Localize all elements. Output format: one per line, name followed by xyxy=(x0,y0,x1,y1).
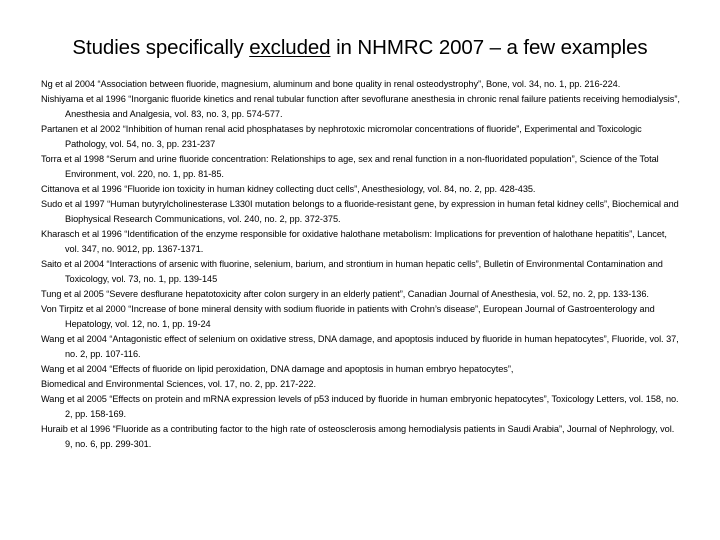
reference-item: Cittanova et al 1996 “Fluoride ion toxicity in human kidney collecting duct cells”, Anesthesiology, vol. 84, no. 2, pp. 428-435. xyxy=(41,184,536,194)
slide-title-emphasis: excluded xyxy=(249,36,331,59)
reference-item: Torra et al 1998 “Serum and urine fluoride concentration: Relationships to age, sex and renal function in a non-fluoridated population”, Science of the Total Environment, vol. 220, no. 1, pp. 81-85. xyxy=(41,154,659,179)
reference-item: Saito et al 2004 “Interactions of arsenic with fluorine, selenium, barium, and strontium in human hepatic cells”, Bulletin of Environmental Contamination and Toxicology, vol. 73, no. 1, pp. 139-145 xyxy=(41,259,663,284)
reference-item: Tung et al 2005 “Severe desflurane hepatotoxicity after colon surgery in an elderly patient”, Canadian Journal of Anesthesia, vol. 52, no. 2, pp. 133-136. xyxy=(41,289,649,299)
reference-item: Kharasch et al 1996 “Identification of the enzyme responsible for oxidative halothane metabolism: Implications for prevention of halothane hepatitis”, Lancet, vol. 347, no. 9012, pp. 1367-1371. xyxy=(41,229,667,254)
reference-item: Biomedical and Environmental Sciences, vol. 17, no. 2, pp. 217-222. xyxy=(41,379,316,389)
reference-item: Partanen et al 2002 “Inhibition of human renal acid phosphatases by nephrotoxic micromolar concentrations of fluoride”, Experimental and Toxicologic Pathology, vol. 54, no. 3, pp. 231-237 xyxy=(41,124,642,149)
reference-item: Nishiyama et al 1996 “Inorganic fluoride kinetics and renal tubular function after sevoflurane anesthesia in chronic renal failure patients receiving hemodialysis”, Anesthesia and Analgesia, vol. 83, no. 3, pp. 574-577. xyxy=(41,94,680,119)
reference-item: Wang et al 2005 “Effects on protein and mRNA expression levels of p53 induced by fluoride in human embryonic hepatocytes”, Toxicology Letters, vol. 158, no. 2, pp. 158-169. xyxy=(41,394,679,419)
reference-item: Sudo et al 1997 “Human butyrylcholinesterase L330I mutation belongs to a fluoride-resistant gene, by expression in human fetal kidney cells”, Biochemical and Biophysical Research Communications, vol. 240, no. 2, pp. 372-375. xyxy=(41,199,679,224)
reference-list xyxy=(41,77,681,452)
slide-title-lead: Studies specifically xyxy=(72,36,250,59)
reference-item: Wang et al 2004 “Effects of fluoride on lipid peroxidation, DNA damage and apoptosis in human embryo hepatocytes”, xyxy=(41,364,514,374)
slide-title xyxy=(0,33,720,63)
reference-item: Huraib et al 1996 “Fluoride as a contributing factor to the high rate of osteosclerosis among hemodialysis patients in Saudi Arabia”, Journal of Nephrology, vol. 9, no. 6, pp. 299-301. xyxy=(41,424,675,449)
reference-item: Wang et al 2004 “Antagonistic effect of selenium on oxidative stress, DNA damage, and apoptosis induced by fluoride in human hepatocytes”, Fluoride, vol. 37, no. 2, pp. 107-116. xyxy=(41,334,679,359)
reference-item: Ng et al 2004 “Association between fluoride, magnesium, aluminum and bone quality in renal osteodystrophy”, Bone, vol. 34, no. 1, pp. 216-224. xyxy=(41,79,621,89)
reference-item: Von Tirpitz et al 2000 “Increase of bone mineral density with sodium fluoride in patients with Crohn’s disease”, European Journal of Gastroenterology and Hepatology, vol. 12, no. 1, pp. 19-24 xyxy=(41,304,655,329)
slide-title-rest: in NHMRC 2007 – a few examples xyxy=(330,36,648,59)
